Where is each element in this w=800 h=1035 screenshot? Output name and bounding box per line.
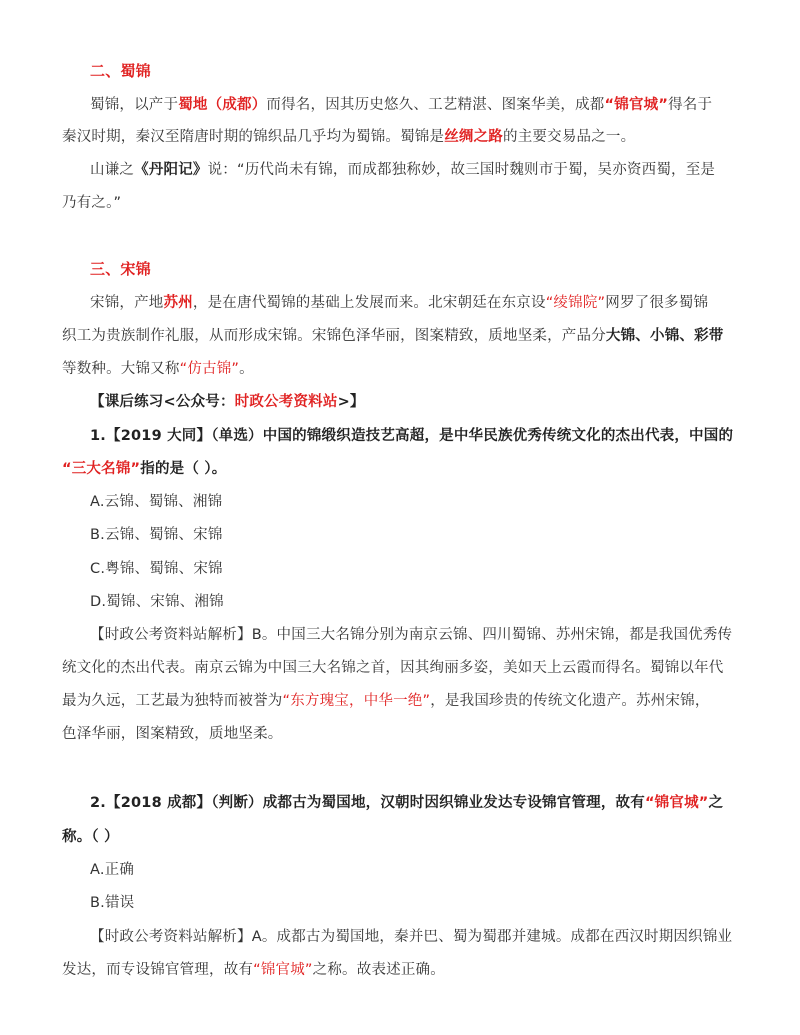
q2-stem-line1: 2.【2018 成都】（判断）成都古为蜀国地，汉朝时因织锦业发达专设锦官管理，故有“锦官城”之 bbox=[90, 795, 724, 811]
q2-option-b: B.错误 bbox=[90, 895, 135, 911]
q1-option-d: D.蜀锦、宋锦、湘锦 bbox=[90, 594, 224, 610]
section2-heading: 二、蜀锦 bbox=[90, 62, 151, 80]
section3-para1-line2: 织工为贵族制作礼服，从而形成宋锦。宋锦色泽华丽，图案精致，质地坚柔，产品分大锦、小锦、彩带 bbox=[62, 328, 724, 344]
highlight-silk-road: 丝绸之路 bbox=[444, 129, 504, 145]
highlight-shudi: 蜀地（成都） bbox=[178, 97, 267, 113]
highlight-fangujin: “仿古锦” bbox=[179, 361, 240, 377]
highlight-three-brocades: “三大名锦” bbox=[62, 461, 141, 477]
highlight-oriental-treasure: “东方瑰宝，中华一绝” bbox=[282, 693, 431, 709]
section2-para2-line1: 山谦之《丹阳记》说：“历代尚未有锦，而成都独称妙，故三国时魏则市于蜀，吴亦资西蜀，至是 bbox=[90, 162, 716, 178]
q1-analysis-line3: 最为久远，工艺最为独特而被誉为“东方瑰宝，中华一绝”，是我国珍贵的传统文化遗产。苏州宋锦， bbox=[62, 693, 710, 709]
section3-para1-line3: 等数种。大锦又称“仿古锦”。 bbox=[62, 361, 254, 377]
highlight-jinguancheng-analysis: “锦官城” bbox=[253, 962, 313, 978]
highlight-account: 时政公考资料站 bbox=[234, 394, 338, 410]
q1-analysis-line1: 【时政公考资料站解析】B。中国三大名锦分别为南京云锦、四川蜀锦、苏州宋锦，都是我国优秀传 bbox=[90, 627, 733, 643]
q1-analysis-line4: 色泽华丽，图案精致，质地坚柔。 bbox=[62, 726, 283, 742]
section2-para2-line2: 乃有之。” bbox=[62, 195, 122, 211]
q1-option-c: C.粤锦、蜀锦、宋锦 bbox=[90, 561, 223, 577]
highlight-jinguancheng-q2: “锦官城” bbox=[644, 795, 709, 811]
q1-analysis-line2: 统文化的杰出代表。南京云锦为中国三大名锦之首，因其绚丽多姿，美如天上云霞而得名。蜀锦以年代 bbox=[62, 660, 724, 676]
q2-option-a: A.正确 bbox=[90, 862, 135, 878]
q1-option-b: B.云锦、蜀锦、宋锦 bbox=[90, 527, 223, 543]
section3-heading: 三、宋锦 bbox=[90, 260, 151, 278]
section3-para1-line1: 宋锦，产地苏州，是在唐代蜀锦的基础上发展而来。北宋朝廷在东京设“绫锦院”网罗了很多蜀锦 bbox=[90, 295, 709, 311]
q1-stem-line1: 1.【2019 大同】（单选）中国的锦缎织造技艺高超，是中华民族优秀传统文化的杰出代表，中国的 bbox=[90, 428, 734, 444]
section2-para1-line1: 蜀锦，以产于蜀地（成都）而得名，因其历史悠久、工艺精湛、图案华美，成都“锦官城”得名于 bbox=[90, 97, 713, 113]
section2-para1-line2: 秦汉时期，秦汉至隋唐时期的锦织品几乎均为蜀锦。蜀锦是丝绸之路的主要交易品之一。 bbox=[62, 129, 636, 145]
book-title: 《丹阳记》 bbox=[134, 162, 208, 178]
highlight-lingjinyuan: “绫锦院” bbox=[545, 295, 606, 311]
q2-stem-line2: 称。（ ） bbox=[62, 829, 119, 845]
practice-heading: 【课后练习<公众号：时政公考资料站>】 bbox=[90, 394, 365, 410]
q1-stem-line2: “三大名锦”指的是（ ）。 bbox=[62, 461, 227, 477]
q2-analysis-line2: 发达，而专设锦官管理，故有“锦官城”之称。故表述正确。 bbox=[62, 962, 445, 978]
q1-option-a: A.云锦、蜀锦、湘锦 bbox=[90, 494, 223, 510]
product-types: 大锦、小锦、彩带 bbox=[605, 328, 724, 344]
highlight-suzhou: 苏州 bbox=[163, 295, 193, 311]
q2-analysis-line1: 【时政公考资料站解析】A。成都古为蜀国地，秦并巴、蜀为蜀郡并建城。成都在西汉时期因织锦业 bbox=[90, 929, 733, 945]
highlight-jinguancheng: “锦官城” bbox=[604, 97, 669, 113]
